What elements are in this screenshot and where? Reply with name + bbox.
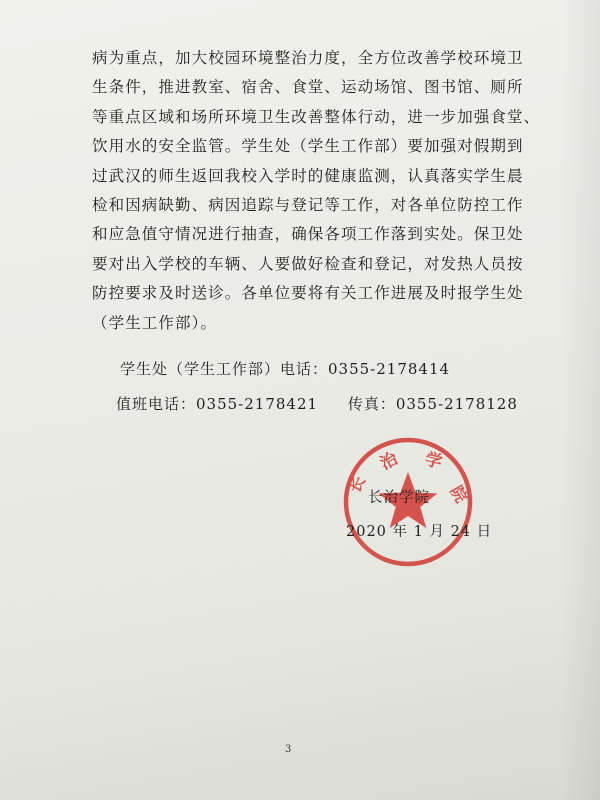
duty-phone: 值班电话：0355-2178421 <box>116 395 319 413</box>
body-line: 病为重点，加大校园环境整治力度，全方位改善学校环境卫 <box>92 49 524 67</box>
page-number: 3 <box>285 744 292 755</box>
body-line: 等重点区域和场所环境卫生改善整体行动，进一步加强食堂、 <box>92 107 541 126</box>
seal-char: 治 <box>376 448 402 475</box>
body-line: 生条件，推进教室、宿舍、食堂、运动场馆、图书馆、厕所 <box>92 78 524 97</box>
seal-char-faint: 院 <box>446 482 471 506</box>
seal-char: 学 <box>422 449 445 473</box>
student-office-phone: 学生处（学生工作部）电话：0355-2178414 <box>120 360 451 378</box>
body-line: 防控要求及时送诊。各单位要将有关工作进展及时报学生处 <box>92 284 524 303</box>
contact-line-duty <box>116 393 518 414</box>
notice-body <box>92 44 541 338</box>
body-line: 过武汉的师生返回我校入学时的健康监测，认真落实学生晨 <box>92 166 524 185</box>
page-edge-shadow <box>560 0 600 800</box>
body-line: 饮用水的安全监管。学生处（学生工作部）要加强对假期到 <box>92 137 524 156</box>
seal-char-faint: 长 <box>344 472 370 496</box>
body-line: （学生工作部）。 <box>92 313 218 332</box>
body-line: 检和因病缺勤、病因追踪与登记等工作，对各单位防控工作 <box>92 196 524 215</box>
issuer-name: 长治学院 <box>368 490 430 506</box>
issue-date: 2020 年 1 月 24 日 <box>346 524 493 540</box>
body-line: 和应急值守情况进行抽查，确保各项工作落到实处。保卫处 <box>92 225 524 244</box>
body-line: 要对出入学校的车辆、人要做好检查和登记，对发热人员按 <box>92 254 524 273</box>
fax-number: 传真：0355-2178128 <box>347 395 518 413</box>
